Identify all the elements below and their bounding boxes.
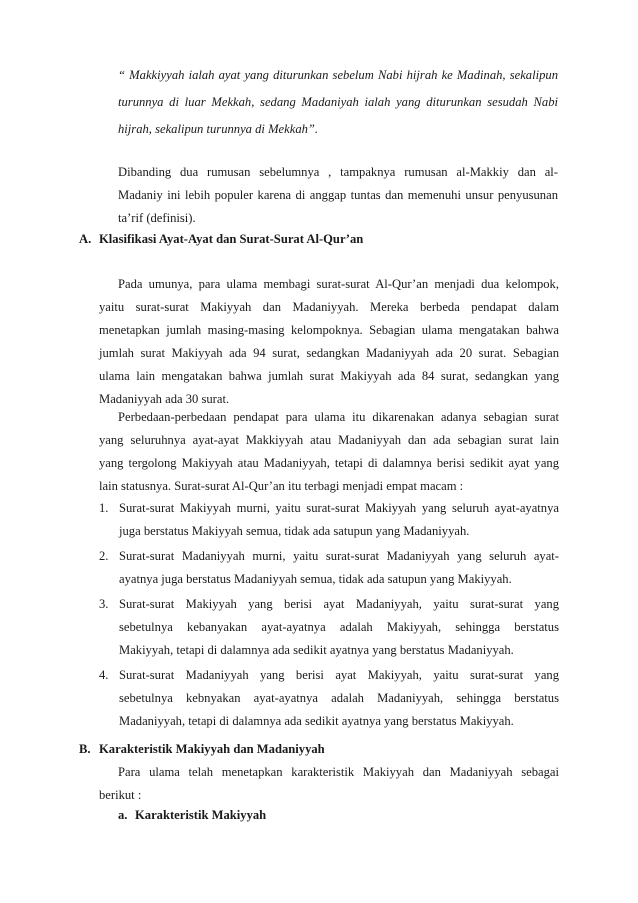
paragraph-line: Madaniy ini lebih populer karena di anggap tuntas dan memenuhi unsur penyusunan xyxy=(118,188,558,202)
list-item-line: Madaniyyah, tetapi di dalamnya ada sedikit ayatnya yang berstatus Makiyyah. xyxy=(119,714,514,728)
comparison-paragraph xyxy=(118,161,558,230)
list-item xyxy=(99,664,559,733)
paragraph-line: Madaniyyah ada 30 surat. xyxy=(99,392,230,406)
paragraph-line: berikut : xyxy=(99,788,142,802)
section-b-paragraph xyxy=(99,761,559,807)
quote-line: hijrah, sekalipun turunnya di Mekkah”. xyxy=(118,122,319,136)
list-item-line: sebetulnya kebnyakan ayat-ayatnya adalah Madaniyyah, sehingga berstatus xyxy=(119,691,559,705)
list-number: 3. xyxy=(99,597,109,611)
paragraph-line: jumlah surat Makiyyah ada 94 surat, sedangkan Madaniyyah ada 20 surat. Sebagian xyxy=(99,346,559,360)
section-b-marker: B. xyxy=(79,742,91,756)
list-number: 1. xyxy=(99,501,109,515)
section-a-marker: A. xyxy=(79,232,92,246)
list-item-line: Surat-surat Madaniyyah murni, yaitu surat-surat Madaniyyah yang seluruh ayat- xyxy=(119,549,559,563)
list-item-line: Surat-surat Makiyyah murni, yaitu surat-surat Makiyyah yang seluruh ayat-ayatnya xyxy=(119,501,559,515)
subsection-marker: a. xyxy=(118,808,128,822)
paragraph-line: ta’rif (definisi). xyxy=(118,211,196,225)
paragraph-line: ulama lain mengatakan bahwa jumlah surat Makiyyah ada 84 surat, sedangkan yang xyxy=(99,369,559,383)
list-item xyxy=(99,593,559,662)
list-item-line: Surat-surat Madaniyyah yang berisi ayat Makiyyah, yaitu surat-surat yang xyxy=(119,668,559,682)
list-item-line: Makiyyah, tetapi di dalamnya ada sedikit ayatnya yang berstatus Madaniyyah. xyxy=(119,643,514,657)
paragraph-line: yaitu surat-surat Makiyyah dan Madaniyyah. Mereka berbeda pendapat dalam xyxy=(99,300,559,314)
paragraph-line: Dibanding dua rumusan sebelumnya , tampaknya rumusan al-Makkiy dan al- xyxy=(118,165,558,179)
list-item xyxy=(99,497,559,543)
paragraph-line: lain statusnya. Surat-surat Al-Qur’an itu terbagi menjadi empat macam : xyxy=(99,479,464,493)
paragraph-line: Perbedaan-perbedaan pendapat para ulama itu dikarenakan adanya sebagian surat xyxy=(118,410,559,424)
paragraph-line: Pada umunya, para ulama membagi surat-surat Al-Qur’an menjadi dua kelompok, xyxy=(118,277,559,291)
section-a-paragraph-2 xyxy=(99,406,559,498)
list-item-line: ayatnya juga berstatus Madaniyyah semua, tidak ada satupun yang Makiyyah. xyxy=(119,572,512,586)
list-number: 2. xyxy=(99,549,109,563)
subsection-title: Karakteristik Makiyyah xyxy=(135,808,267,822)
definition-quote xyxy=(118,64,558,141)
list-item-line: sebetulnya kebanyakan ayat-ayatnya adalah Makiyyah, sehingga berstatus xyxy=(119,620,559,634)
classification-list xyxy=(99,497,559,733)
list-number: 4. xyxy=(99,668,109,682)
list-item-line: juga berstatus Makiyyah semua, tidak ada satupun yang Madaniyyah. xyxy=(119,524,470,538)
paragraph-line: Para ulama telah menetapkan karakteristik Makiyyah dan Madaniyyah sebagai xyxy=(118,765,559,779)
section-a-title: Klasifikasi Ayat-Ayat dan Surat-Surat Al-Qur’an xyxy=(99,232,364,246)
list-item-line: Surat-surat Makiyyah yang berisi ayat Madaniyyah, yaitu surat-surat yang xyxy=(119,597,559,611)
paragraph-line: yang tergolong Makiyyah atau Madaniyyah, tetapi di dalamnya berisi sedikit ayat yang xyxy=(99,456,559,470)
quote-line: turunnya di luar Mekkah, sedang Madaniyah ialah yang diturunkan sesudah Nabi xyxy=(118,95,558,109)
quote-line: “ Makkiyyah ialah ayat yang diturunkan sebelum Nabi hijrah ke Madinah, sekalipun xyxy=(118,68,558,82)
paragraph-line: yang seluruhnya ayat-ayat Makkiyyah atau Madaniyyah dan ada sebagian surat lain xyxy=(99,433,559,447)
paragraph-line: menetapkan jumlah masing-masing kelompoknya. Sebagian ulama mengatakan bahwa xyxy=(99,323,559,337)
section-b-title: Karakteristik Makiyyah dan Madaniyyah xyxy=(99,742,325,756)
section-a-paragraph-1 xyxy=(99,273,559,411)
list-item xyxy=(99,545,559,591)
